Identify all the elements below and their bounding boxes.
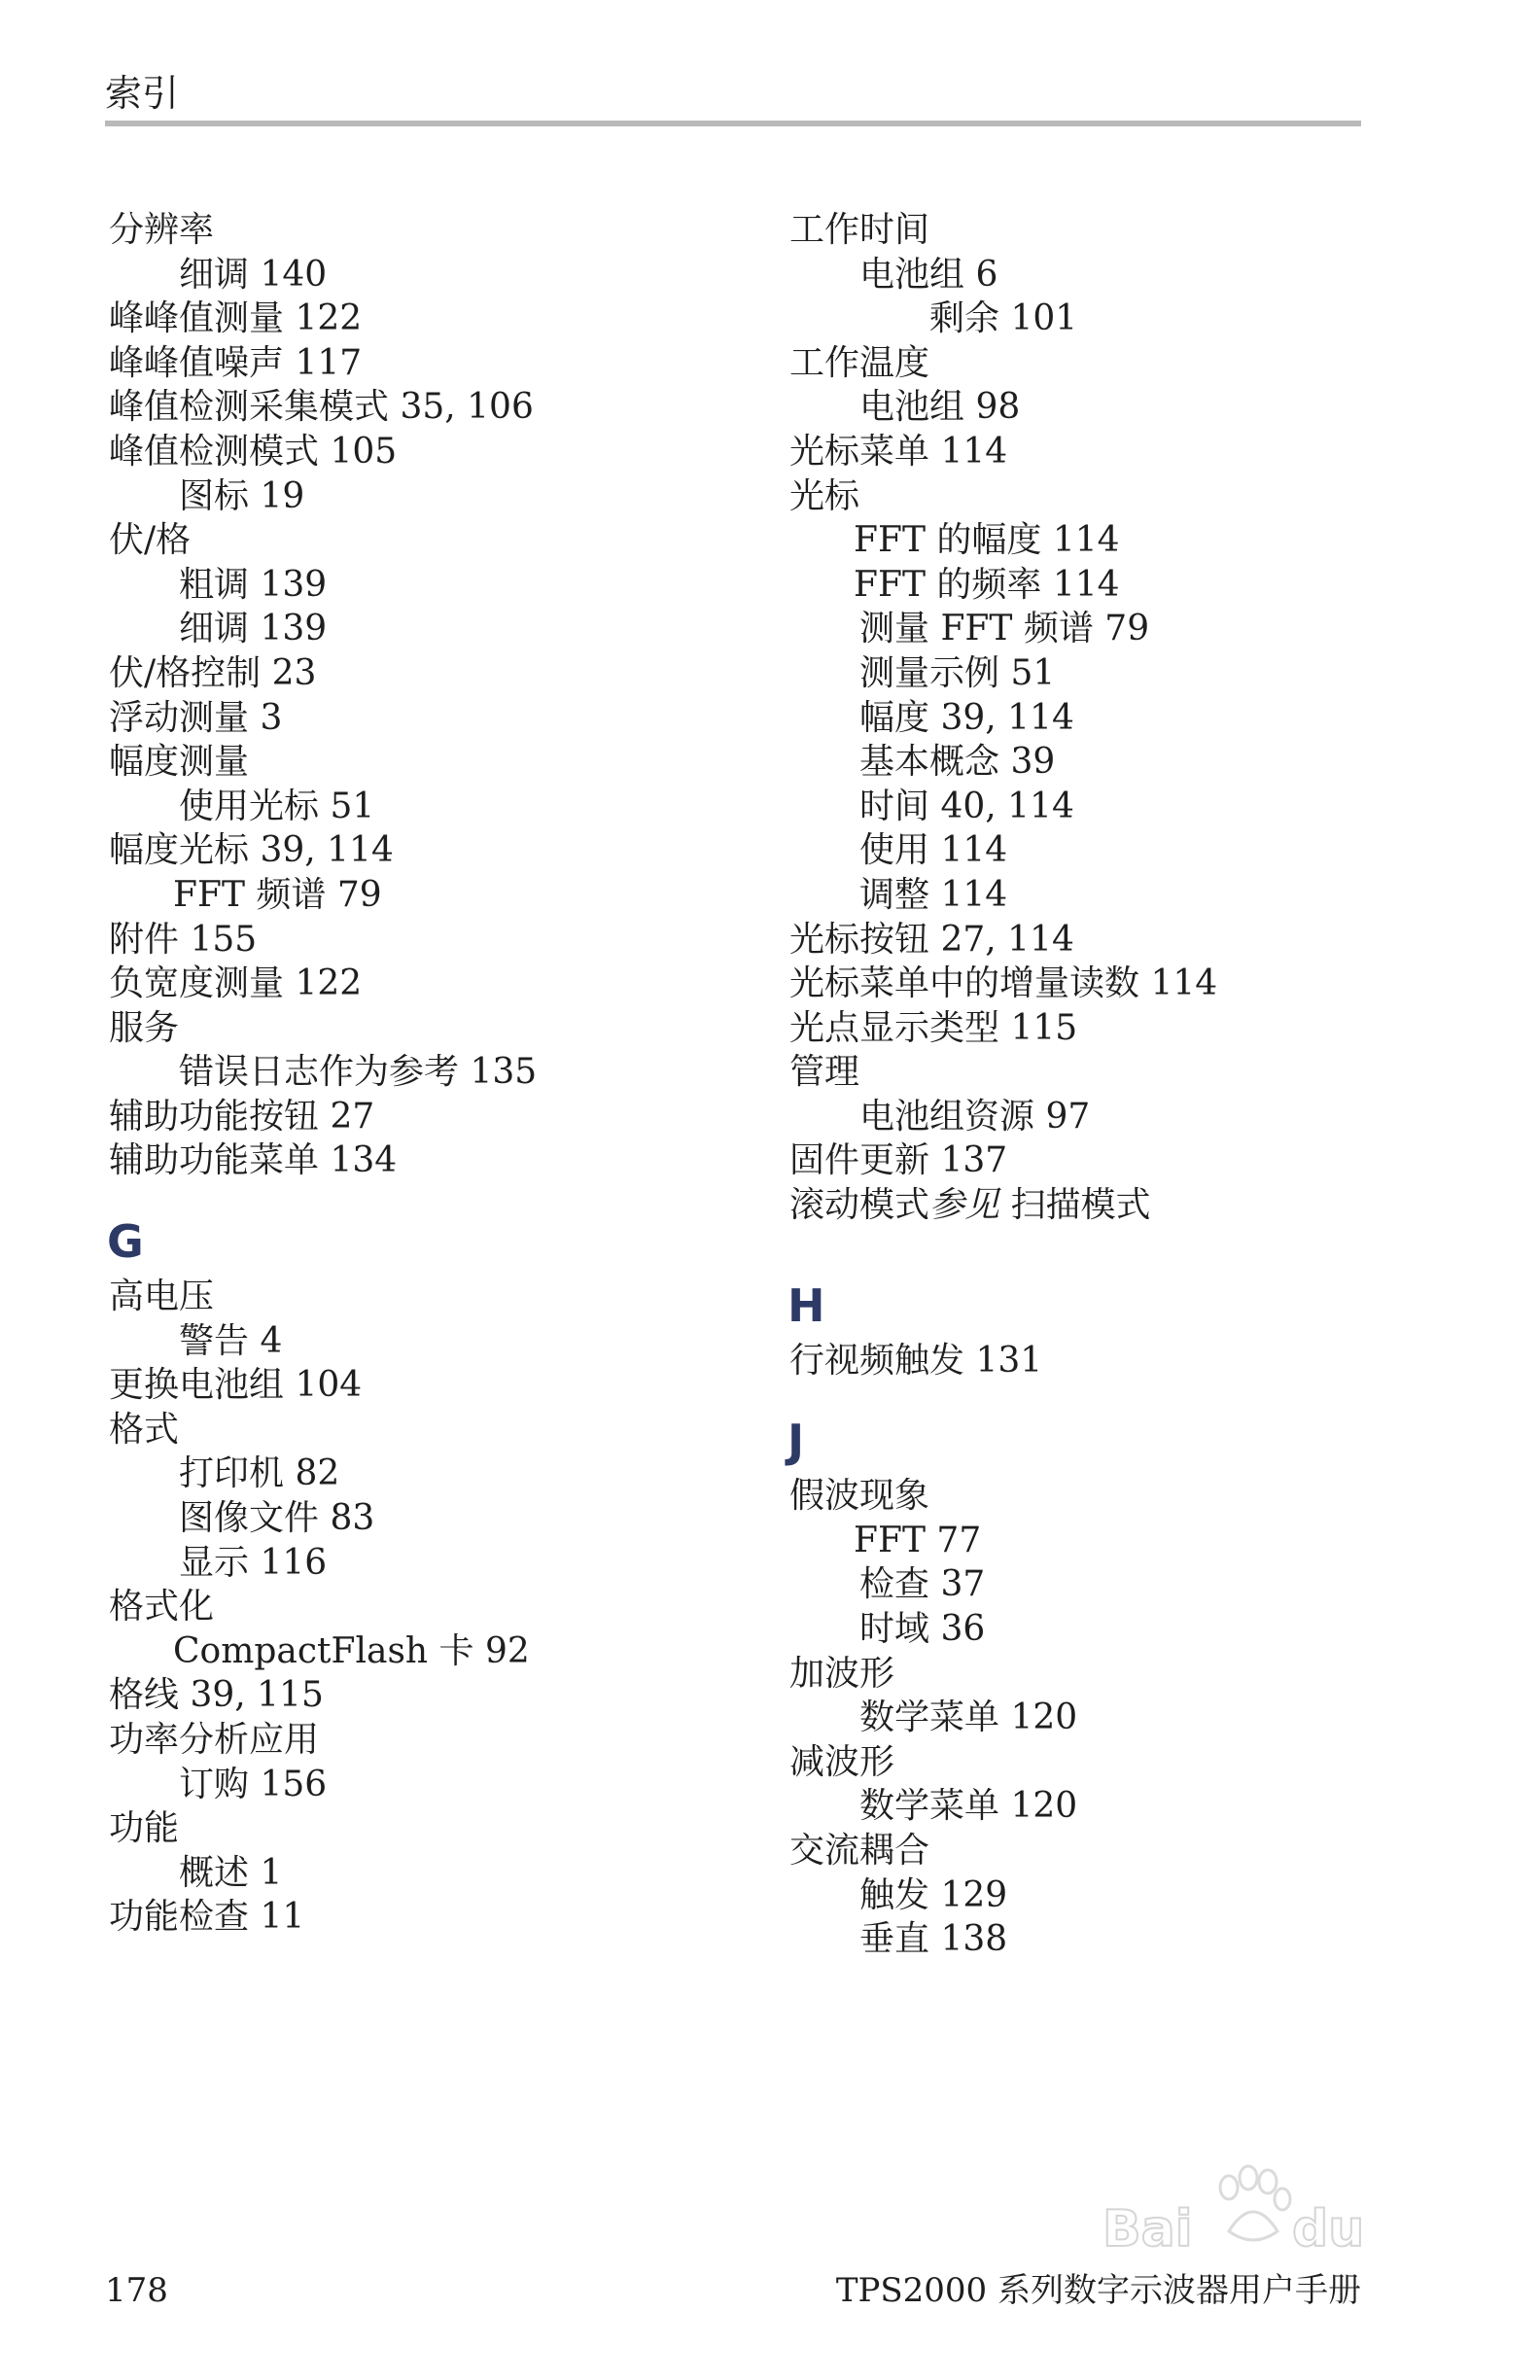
index-subentry: 数学菜单 120 [859, 1786, 1078, 1827]
index-entry: 服务 [109, 1007, 180, 1048]
index-letter-heading: G [107, 1215, 144, 1269]
index-entry: 峰值检测采集模式 35, 106 [109, 387, 534, 428]
index-entry: 分辨率 [109, 210, 215, 250]
index-letter-heading: H [788, 1278, 825, 1332]
index-subentry: 细调 139 [179, 609, 328, 649]
index-subentry: 电池组 6 [859, 254, 998, 295]
page-number: 178 [105, 2271, 168, 2310]
index-entry [786, 1183, 1456, 1228]
index-subentry: 使用光标 51 [179, 786, 375, 826]
index-entry: 辅助功能按钮 27 [109, 1096, 375, 1137]
index-subentry: 基本概念 39 [859, 742, 1056, 783]
index-entry: 光标菜单中的增量读数 114 [789, 963, 1218, 1004]
index-entry: 峰值检测模式 105 [109, 431, 398, 472]
index-entry: 附件 155 [109, 919, 258, 960]
index-subentry: 电池组 98 [859, 387, 1021, 428]
index-entry: 峰峰值噪声 117 [109, 342, 363, 383]
index-subentry: 打印机 82 [179, 1453, 340, 1494]
index-subentry: 数学菜单 120 [859, 1698, 1078, 1738]
index-entry: 辅助功能菜单 134 [109, 1140, 398, 1181]
index-entry: 工作时间 [789, 210, 930, 250]
index-subentry: 错误日志作为参考 135 [179, 1052, 538, 1093]
index-subentry: 触发 129 [859, 1874, 1008, 1915]
index-subentry: 垂直 138 [859, 1919, 1008, 1960]
index-entry: 伏/格 [109, 520, 192, 561]
index-entry: 假波现象 [789, 1476, 930, 1517]
index-column-right [786, 208, 1456, 1962]
index-subentry: CompactFlash 卡 92 [173, 1630, 530, 1671]
index-entry: 峰峰值测量 122 [109, 298, 363, 339]
index-entry: 伏/格控制 23 [109, 652, 317, 693]
svg-text:Bai: Bai [1102, 2200, 1193, 2258]
index-entry: 光点显示类型 115 [789, 1007, 1078, 1048]
index-entry: 负宽度测量 122 [109, 963, 363, 1004]
svg-text:du: du [1292, 2200, 1365, 2258]
index-subentry: 订购 156 [179, 1764, 328, 1804]
index-entry: 光标菜单 114 [789, 431, 1008, 472]
index-subentry: 图标 19 [179, 475, 305, 516]
index-entry: 更换电池组 104 [109, 1365, 363, 1406]
index-entry: 格线 39, 115 [109, 1675, 324, 1716]
index-subentry: 调整 114 [859, 874, 1008, 915]
index-subentry: 幅度 39, 114 [859, 697, 1074, 738]
index-subentry: FFT 77 [854, 1520, 982, 1560]
index-entry: 固件更新 137 [789, 1140, 1008, 1181]
index-subentry: FFT 的幅度 114 [854, 520, 1120, 561]
index-entry: 行视频触发 131 [789, 1340, 1043, 1381]
page-header-title: 索引 [105, 72, 180, 115]
index-subentry: 细调 140 [179, 254, 328, 295]
manual-title: TPS2000 系列数字示波器用户手册 [835, 2271, 1361, 2310]
index-entry: 幅度测量 [109, 742, 250, 783]
index-entry: 格式化 [109, 1587, 215, 1628]
index-entry: 光标 [789, 475, 860, 516]
index-entry: 减波形 [789, 1741, 895, 1782]
index-subentry: 显示 116 [179, 1542, 328, 1583]
baidu-paw-icon [1083, 2149, 1433, 2275]
index-subentry: 剩余 101 [929, 298, 1078, 339]
index-entry: 浮动测量 3 [109, 697, 283, 738]
index-entry: 高电压 [109, 1277, 215, 1317]
index-entry: 管理 [789, 1052, 860, 1093]
index-entry-term: 滚动模式 [789, 1185, 930, 1226]
header-rule [105, 121, 1361, 126]
index-entry: 功率分析应用 [109, 1720, 320, 1760]
index-entry: 工作温度 [789, 342, 930, 383]
index-letter-heading: J [788, 1415, 805, 1468]
index-subentry: 检查 37 [859, 1564, 986, 1605]
see-reference-target: 扫描模式 [1010, 1185, 1151, 1226]
see-reference-label: 参见 [929, 1185, 1000, 1226]
index-entry: 加波形 [789, 1653, 895, 1694]
index-subentry: 警告 4 [179, 1320, 283, 1361]
index-subentry: 时域 36 [859, 1609, 986, 1650]
index-subentry: 使用 114 [859, 830, 1008, 871]
index-subentry: 粗调 139 [179, 564, 328, 605]
index-subentry: FFT 频谱 79 [173, 874, 382, 915]
index-subentry: 图像文件 83 [179, 1498, 375, 1539]
index-subentry: FFT 的频率 114 [854, 564, 1120, 605]
index-entry: 幅度光标 39, 114 [109, 830, 394, 871]
index-entry: 功能检查 11 [109, 1897, 305, 1938]
index-subentry: 测量示例 51 [859, 652, 1056, 693]
index-column-left [105, 208, 776, 1940]
index-entry: 交流耦合 [789, 1831, 930, 1871]
index-entry: 格式 [109, 1409, 180, 1450]
index-subentry: 概述 1 [179, 1852, 283, 1893]
index-subentry: 测量 FFT 频谱 79 [859, 609, 1150, 649]
baidu-watermark-logo [1083, 2149, 1433, 2275]
index-entry: 光标按钮 27, 114 [789, 919, 1074, 960]
index-subentry: 电池组资源 97 [859, 1096, 1091, 1137]
index-subentry: 时间 40, 114 [859, 786, 1074, 826]
index-entry: 功能 [109, 1808, 180, 1849]
